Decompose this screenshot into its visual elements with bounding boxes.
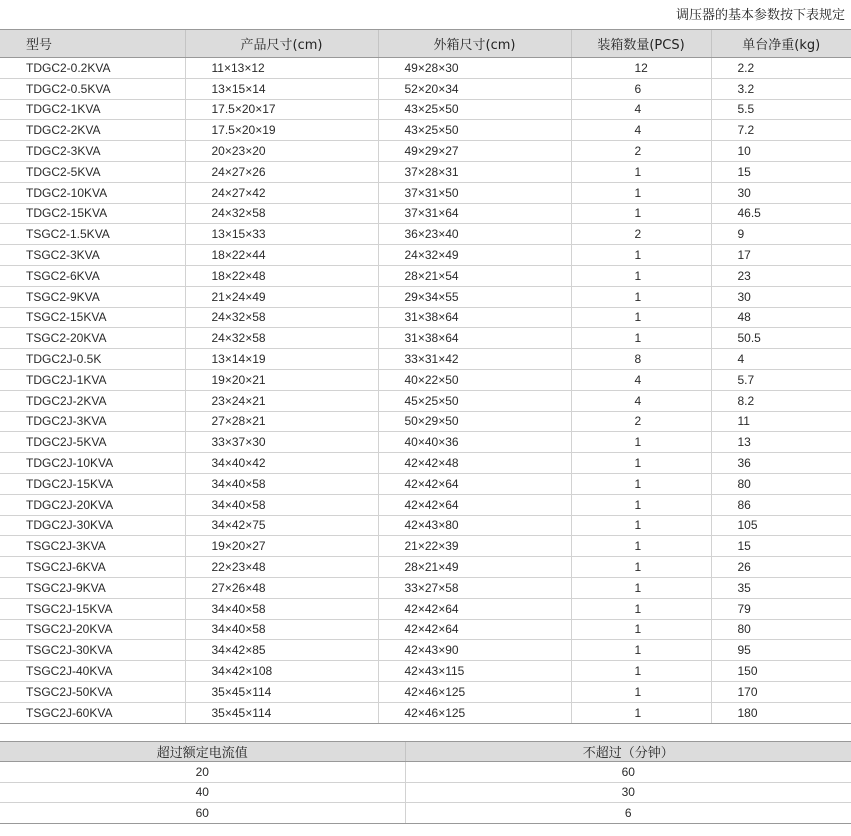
cell-pack-qty: 1 [571, 640, 711, 661]
cell-carton-size: 37×31×64 [378, 203, 571, 224]
cell-pack-qty: 1 [571, 577, 711, 598]
cell-model: TDGC2J-10KVA [0, 453, 185, 474]
cell-pack-qty: 1 [571, 557, 711, 578]
cell-product-size: 24×27×26 [185, 161, 378, 182]
table-row [0, 681, 851, 702]
cell-model: TDGC2-10KVA [0, 182, 185, 203]
cell-net-weight: 9 [711, 224, 851, 245]
cell-model: TDGC2J-5KVA [0, 432, 185, 453]
cell-product-size: 19×20×27 [185, 536, 378, 557]
cell-pack-qty: 2 [571, 141, 711, 162]
header-pack-qty: 装箱数量(PCS) [571, 30, 711, 58]
cell-carton-size: 42×46×125 [378, 681, 571, 702]
cell-carton-size: 45×25×50 [378, 390, 571, 411]
table-row [0, 619, 851, 640]
cell-max-minutes: 6 [405, 803, 851, 824]
cell-pack-qty: 1 [571, 307, 711, 328]
spec-header-row [0, 30, 851, 58]
cell-net-weight: 8.2 [711, 390, 851, 411]
cell-pack-qty: 1 [571, 286, 711, 307]
cell-carton-size: 42×43×115 [378, 661, 571, 682]
header-model: 型号 [0, 30, 185, 58]
cell-carton-size: 36×23×40 [378, 224, 571, 245]
table-row [0, 99, 851, 120]
table-row [0, 803, 851, 824]
cell-pack-qty: 8 [571, 349, 711, 370]
cell-carton-size: 42×43×80 [378, 515, 571, 536]
cell-net-weight: 26 [711, 557, 851, 578]
cell-model: TSGC2J-40KVA [0, 661, 185, 682]
table-row [0, 161, 851, 182]
cell-model: TDGC2J-3KVA [0, 411, 185, 432]
cell-pack-qty: 1 [571, 681, 711, 702]
table-row [0, 120, 851, 141]
cell-net-weight: 86 [711, 494, 851, 515]
cell-product-size: 13×15×33 [185, 224, 378, 245]
table-row [0, 453, 851, 474]
cell-product-size: 33×37×30 [185, 432, 378, 453]
cell-product-size: 35×45×114 [185, 681, 378, 702]
cell-net-weight: 7.2 [711, 120, 851, 141]
cell-net-weight: 11 [711, 411, 851, 432]
table-row [0, 782, 851, 803]
cell-net-weight: 15 [711, 536, 851, 557]
spec-table [0, 29, 851, 724]
cell-net-weight: 4 [711, 349, 851, 370]
cell-overcurrent: 40 [0, 782, 405, 803]
cell-net-weight: 150 [711, 661, 851, 682]
cell-model: TSGC2J-15KVA [0, 598, 185, 619]
cell-product-size: 20×23×20 [185, 141, 378, 162]
cell-pack-qty: 1 [571, 203, 711, 224]
cell-product-size: 18×22×44 [185, 245, 378, 266]
cell-max-minutes: 30 [405, 782, 851, 803]
table-row [0, 369, 851, 390]
cell-model: TDGC2-3KVA [0, 141, 185, 162]
cell-product-size: 34×40×42 [185, 453, 378, 474]
cell-product-size: 34×42×85 [185, 640, 378, 661]
cell-model: TSGC2-9KVA [0, 286, 185, 307]
cell-pack-qty: 1 [571, 515, 711, 536]
cell-pack-qty: 1 [571, 265, 711, 286]
cell-product-size: 17.5×20×17 [185, 99, 378, 120]
cell-product-size: 19×20×21 [185, 369, 378, 390]
cell-product-size: 34×40×58 [185, 473, 378, 494]
cell-model: TDGC2J-20KVA [0, 494, 185, 515]
cell-net-weight: 46.5 [711, 203, 851, 224]
cell-net-weight: 13 [711, 432, 851, 453]
cell-pack-qty: 2 [571, 411, 711, 432]
table-row [0, 432, 851, 453]
cell-model: TDGC2J-2KVA [0, 390, 185, 411]
cell-net-weight: 5.7 [711, 369, 851, 390]
table-row [0, 307, 851, 328]
table-row [0, 762, 851, 783]
table-row [0, 661, 851, 682]
table-row [0, 515, 851, 536]
table-row [0, 640, 851, 661]
cell-carton-size: 49×28×30 [378, 58, 571, 79]
cell-carton-size: 42×46×125 [378, 702, 571, 723]
cell-net-weight: 170 [711, 681, 851, 702]
cell-net-weight: 35 [711, 577, 851, 598]
table-row [0, 598, 851, 619]
table-row [0, 141, 851, 162]
cell-carton-size: 21×22×39 [378, 536, 571, 557]
cell-model: TSGC2-20KVA [0, 328, 185, 349]
cell-carton-size: 52×20×34 [378, 78, 571, 99]
cell-carton-size: 42×42×64 [378, 598, 571, 619]
cell-model: TDGC2-2KVA [0, 120, 185, 141]
cell-net-weight: 10 [711, 141, 851, 162]
table-row [0, 577, 851, 598]
table-row [0, 182, 851, 203]
cell-carton-size: 24×32×49 [378, 245, 571, 266]
cell-model: TDGC2J-1KVA [0, 369, 185, 390]
cell-model: TDGC2-0.5KVA [0, 78, 185, 99]
table-row [0, 536, 851, 557]
table-row [0, 78, 851, 99]
table-row [0, 557, 851, 578]
cell-product-size: 27×26×48 [185, 577, 378, 598]
cell-overcurrent: 20 [0, 762, 405, 783]
cell-pack-qty: 4 [571, 369, 711, 390]
cell-carton-size: 42×42×64 [378, 473, 571, 494]
cell-model: TSGC2J-30KVA [0, 640, 185, 661]
cell-model: TDGC2J-30KVA [0, 515, 185, 536]
cell-product-size: 34×40×58 [185, 598, 378, 619]
table-row [0, 473, 851, 494]
table-row [0, 349, 851, 370]
cell-product-size: 27×28×21 [185, 411, 378, 432]
table-row [0, 224, 851, 245]
cell-pack-qty: 1 [571, 328, 711, 349]
cell-pack-qty: 1 [571, 473, 711, 494]
table-row [0, 494, 851, 515]
cell-net-weight: 36 [711, 453, 851, 474]
cell-pack-qty: 6 [571, 78, 711, 99]
cell-carton-size: 31×38×64 [378, 328, 571, 349]
cell-pack-qty: 12 [571, 58, 711, 79]
cell-carton-size: 37×31×50 [378, 182, 571, 203]
cell-model: TSGC2J-6KVA [0, 557, 185, 578]
header-product-size: 产品尺寸(cm) [185, 30, 378, 58]
overload-table [0, 741, 851, 824]
cell-model: TDGC2-15KVA [0, 203, 185, 224]
cell-carton-size: 43×25×50 [378, 99, 571, 120]
cell-pack-qty: 1 [571, 536, 711, 557]
table-row [0, 702, 851, 723]
header-net-weight: 单台净重(kg) [711, 30, 851, 58]
table-caption: 调压器的基本参数按下表规定 [675, 8, 845, 23]
cell-net-weight: 5.5 [711, 99, 851, 120]
cell-model: TSGC2J-60KVA [0, 702, 185, 723]
cell-overcurrent: 60 [0, 803, 405, 824]
table-row [0, 411, 851, 432]
table-row [0, 328, 851, 349]
cell-model: TSGC2J-20KVA [0, 619, 185, 640]
cell-product-size: 24×27×42 [185, 182, 378, 203]
cell-product-size: 34×42×108 [185, 661, 378, 682]
cell-model: TDGC2-1KVA [0, 99, 185, 120]
cell-product-size: 13×15×14 [185, 78, 378, 99]
table-row [0, 390, 851, 411]
cell-product-size: 21×24×49 [185, 286, 378, 307]
cell-carton-size: 40×22×50 [378, 369, 571, 390]
cell-net-weight: 80 [711, 473, 851, 494]
cell-pack-qty: 1 [571, 598, 711, 619]
table-row [0, 286, 851, 307]
cell-model: TDGC2-0.2KVA [0, 58, 185, 79]
cell-pack-qty: 1 [571, 661, 711, 682]
header-max-minutes: 不超过（分钟） [405, 742, 851, 762]
cell-product-size: 24×32×58 [185, 328, 378, 349]
cell-pack-qty: 4 [571, 120, 711, 141]
table-row [0, 203, 851, 224]
cell-model: TSGC2J-3KVA [0, 536, 185, 557]
cell-product-size: 13×14×19 [185, 349, 378, 370]
cell-product-size: 18×22×48 [185, 265, 378, 286]
cell-net-weight: 50.5 [711, 328, 851, 349]
cell-pack-qty: 1 [571, 494, 711, 515]
cell-net-weight: 15 [711, 161, 851, 182]
cell-net-weight: 95 [711, 640, 851, 661]
cell-product-size: 24×32×58 [185, 307, 378, 328]
cell-net-weight: 80 [711, 619, 851, 640]
cell-product-size: 34×40×58 [185, 494, 378, 515]
cell-pack-qty: 1 [571, 182, 711, 203]
cell-model: TDGC2J-0.5K [0, 349, 185, 370]
cell-model: TSGC2J-9KVA [0, 577, 185, 598]
cell-model: TSGC2-3KVA [0, 245, 185, 266]
cell-net-weight: 2.2 [711, 58, 851, 79]
header-overcurrent: 超过额定电流值 [0, 742, 405, 762]
cell-carton-size: 50×29×50 [378, 411, 571, 432]
cell-pack-qty: 1 [571, 453, 711, 474]
cell-net-weight: 48 [711, 307, 851, 328]
cell-model: TSGC2-15KVA [0, 307, 185, 328]
spec-table-body [0, 58, 851, 724]
cell-product-size: 24×32×58 [185, 203, 378, 224]
cell-product-size: 23×24×21 [185, 390, 378, 411]
cell-pack-qty: 4 [571, 99, 711, 120]
cell-pack-qty: 4 [571, 390, 711, 411]
cell-net-weight: 30 [711, 182, 851, 203]
cell-net-weight: 17 [711, 245, 851, 266]
cell-carton-size: 40×40×36 [378, 432, 571, 453]
cell-net-weight: 23 [711, 265, 851, 286]
cell-pack-qty: 1 [571, 619, 711, 640]
cell-product-size: 34×42×75 [185, 515, 378, 536]
cell-product-size: 11×13×12 [185, 58, 378, 79]
cell-net-weight: 180 [711, 702, 851, 723]
cell-carton-size: 33×31×42 [378, 349, 571, 370]
cell-carton-size: 28×21×49 [378, 557, 571, 578]
cell-pack-qty: 1 [571, 432, 711, 453]
cell-pack-qty: 1 [571, 245, 711, 266]
cell-product-size: 34×40×58 [185, 619, 378, 640]
cell-carton-size: 37×28×31 [378, 161, 571, 182]
cell-carton-size: 29×34×55 [378, 286, 571, 307]
table-row [0, 58, 851, 79]
table-row [0, 245, 851, 266]
cell-carton-size: 28×21×54 [378, 265, 571, 286]
cell-model: TDGC2J-15KVA [0, 473, 185, 494]
overload-header-row [0, 742, 851, 762]
header-carton-size: 外箱尺寸(cm) [378, 30, 571, 58]
cell-net-weight: 3.2 [711, 78, 851, 99]
cell-model: TSGC2-6KVA [0, 265, 185, 286]
cell-model: TSGC2J-50KVA [0, 681, 185, 702]
cell-carton-size: 42×42×48 [378, 453, 571, 474]
cell-net-weight: 105 [711, 515, 851, 536]
cell-carton-size: 42×42×64 [378, 619, 571, 640]
cell-model: TSGC2-1.5KVA [0, 224, 185, 245]
cell-pack-qty: 1 [571, 161, 711, 182]
cell-carton-size: 31×38×64 [378, 307, 571, 328]
overload-table-body [0, 762, 851, 824]
cell-product-size: 22×23×48 [185, 557, 378, 578]
cell-max-minutes: 60 [405, 762, 851, 783]
cell-carton-size: 42×42×64 [378, 494, 571, 515]
cell-net-weight: 30 [711, 286, 851, 307]
cell-pack-qty: 1 [571, 702, 711, 723]
cell-model: TDGC2-5KVA [0, 161, 185, 182]
cell-carton-size: 42×43×90 [378, 640, 571, 661]
table-row [0, 265, 851, 286]
cell-carton-size: 33×27×58 [378, 577, 571, 598]
cell-carton-size: 49×29×27 [378, 141, 571, 162]
cell-pack-qty: 2 [571, 224, 711, 245]
cell-net-weight: 79 [711, 598, 851, 619]
cell-product-size: 17.5×20×19 [185, 120, 378, 141]
cell-carton-size: 43×25×50 [378, 120, 571, 141]
cell-product-size: 35×45×114 [185, 702, 378, 723]
